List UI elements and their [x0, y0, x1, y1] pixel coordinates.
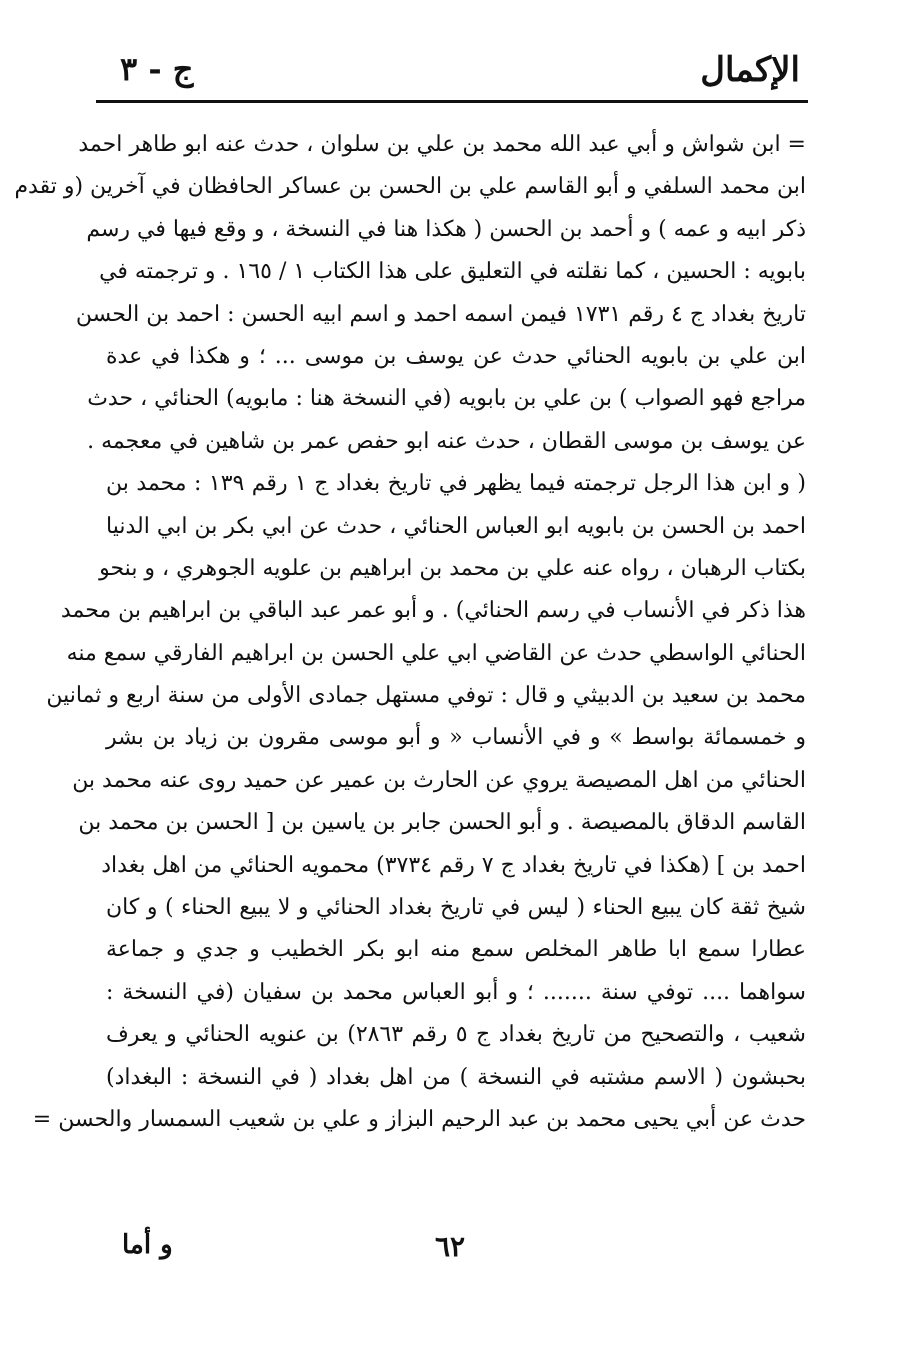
text-line: ابن محمد السلفي و أبو القاسم علي بن الحسن بن عساكر الحافظان في آخرين (و تقدم — [14, 174, 806, 200]
page-number: ٦٢ — [434, 1230, 466, 1263]
text-line: عطارا سمع ابا طاهر المخلص سمع منه ابو بكر الخطيب و جدي و جماعة — [106, 937, 806, 963]
text-line: القاسم الدقاق بالمصيصة . و أبو الحسن جابر بن ياسين بن [ الحسن بن محمد بن — [78, 810, 806, 836]
text-line: ابن علي بن بابويه الحنائي حدث عن يوسف بن موسى ... ؛ و هكذا في عدة — [106, 343, 806, 369]
text-line: سواهما .... توفي سنة ....... ؛ و أبو العباس محمد بن سفيان (في النسخة : — [106, 979, 806, 1005]
catchword: و أما — [122, 1230, 173, 1260]
body-text — [14, 124, 806, 1141]
running-title: الإكمال — [700, 50, 800, 90]
text-line: ( و ابن هذا الرجل ترجمته فيما يظهر في تاريخ بغداد ج ١ رقم ١٣٩ : محمد بن — [106, 471, 806, 497]
text-line: محمد بن سعيد بن الدبيثي و قال : توفي مستهل جمادى الأولى من سنة اربع و ثمانين — [46, 683, 806, 709]
text-line: الحنائي من اهل المصيصة يروي عن الحارث بن عمير عن حميد روى عنه محمد بن — [72, 767, 806, 793]
text-line: شعيب ، والتصحيح من تاريخ بغداد ج ٥ رقم ٢٨٦٣) بن عنويه الحنائي و يعرف — [106, 1022, 806, 1048]
text-line: احمد بن الحسن بن بابويه ابو العباس الحنائي ، حدث عن ابي بكر بن ابي الدنيا — [106, 513, 806, 539]
text-line: احمد بن ] (هكذا في تاريخ بغداد ج ٧ رقم ٣٧٣٤) محمويه الحنائي من اهل بغداد — [101, 852, 806, 878]
text-line: بابويه : الحسين ، كما نقلته في التعليق على هذا الكتاب ١ / ١٦٥ . و ترجمته في — [99, 259, 806, 285]
text-line: الحنائي الواسطي حدث عن القاضي ابي علي الحسن بن ابراهيم الفارقي سمع منه — [66, 640, 806, 666]
volume-label: ج - ٣ — [120, 50, 194, 88]
text-line: تاريخ بغداد ج ٤ رقم ١٧٣١ فيمن اسمه احمد و اسم ابيه الحسن : احمد بن الحسن — [75, 301, 806, 327]
page-header — [100, 50, 800, 96]
text-line: و خمسمائة بواسط » و في الأنساب « و أبو موسى مقرون بن زياد بن بشر — [106, 725, 806, 751]
text-line: ذكر ابيه و عمه ) و أحمد بن الحسن ( هكذا هنا في النسخة ، و وقع فيها في رسم — [86, 216, 806, 242]
header-rule — [96, 100, 808, 103]
text-line: شيخ ثقة كان يبيع الحناء ( ليس في تاريخ بغداد الحنائي و لا يبيع الحناء ) و كان — [106, 895, 806, 921]
text-line: بحبشون ( الاسم مشتبه في النسخة ) من اهل بغداد ( في النسخة : البغداد) — [106, 1064, 806, 1090]
text-line: حدث عن أبي يحيى محمد بن عبد الرحيم البزاز و علي بن شعيب السمسار والحسن = — [32, 1106, 806, 1132]
text-line: بكتاب الرهبان ، رواه عنه علي بن محمد بن ابراهيم بن علويه الجوهري ، و بنحو — [99, 555, 806, 581]
text-line: = ابن شواش و أبي عبد الله محمد بن علي بن سلوان ، حدث عنه ابو طاهر احمد — [78, 132, 806, 157]
text-line: مراجع فهو الصواب ) بن علي بن بابويه (في النسخة هنا : مابويه) الحنائي ، حدث — [87, 386, 806, 412]
text-line: هذا ذكر في الأنساب في رسم الحنائي) . و أبو عمر عبد الباقي بن ابراهيم بن محمد — [60, 598, 806, 624]
text-line: عن يوسف بن موسى القطان ، حدث عنه ابو حفص عمر بن شاهين في معجمه . — [87, 428, 806, 454]
page-footer — [100, 1230, 800, 1280]
